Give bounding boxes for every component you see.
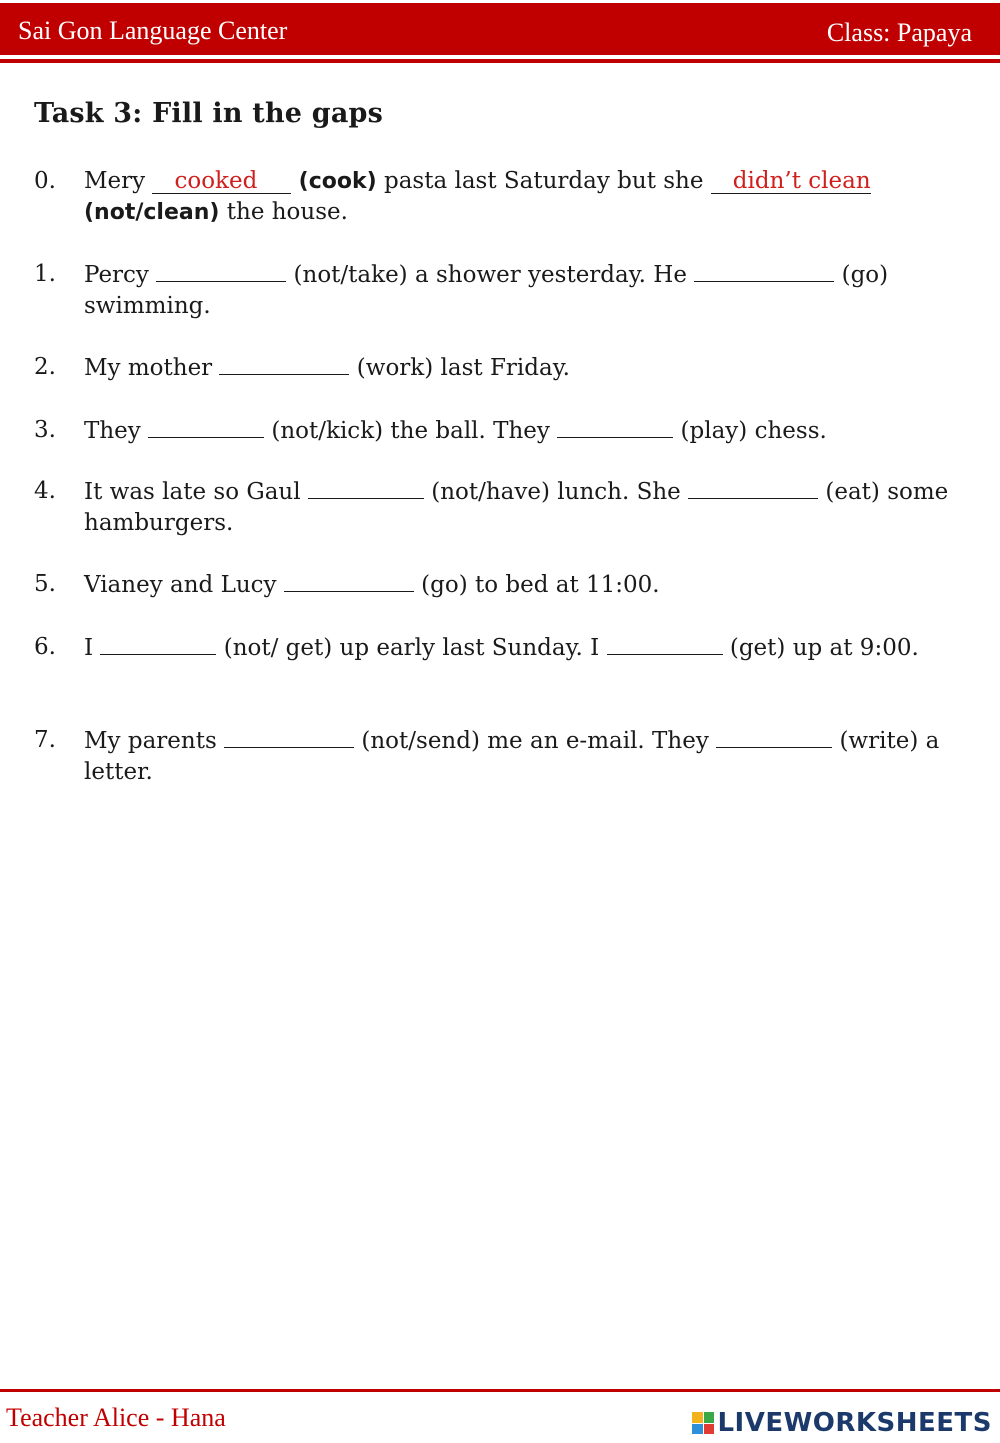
item-number: 7. bbox=[34, 727, 56, 753]
text-part: (not/take) a shower yesterday. He bbox=[286, 262, 695, 288]
item-number: 2. bbox=[34, 354, 56, 380]
answer-field-2[interactable]: didn’t clean bbox=[711, 169, 871, 194]
liveworksheets-icon bbox=[692, 1412, 714, 1434]
text-part: Percy bbox=[84, 262, 157, 288]
gap-input[interactable] bbox=[716, 725, 832, 748]
item-number: 5. bbox=[34, 571, 56, 597]
gap-input[interactable] bbox=[694, 259, 834, 282]
gap-input[interactable] bbox=[688, 476, 818, 499]
liveworksheets-logo bbox=[692, 1407, 992, 1439]
teacher-name: Teacher Alice - Hana bbox=[6, 1403, 226, 1432]
task-title: Task 3: Fill in the gaps bbox=[34, 98, 384, 129]
gap-input[interactable] bbox=[308, 476, 424, 499]
school-name: Sai Gon Language Center bbox=[18, 16, 288, 45]
text-part: Mery bbox=[84, 168, 153, 194]
gap-input[interactable] bbox=[284, 569, 414, 592]
text-part: (not/have) lunch. She bbox=[423, 479, 689, 505]
text-part: (get) up at 9:00. bbox=[722, 635, 919, 661]
text-part: (go) to bed at 11:00. bbox=[413, 572, 660, 598]
text-part: (eat) some hamburgers. bbox=[84, 479, 949, 536]
gap-input[interactable] bbox=[156, 259, 286, 282]
text-part: (play) chess. bbox=[673, 418, 827, 444]
item-text bbox=[84, 569, 974, 601]
text-part: pasta last Saturday but she bbox=[376, 168, 711, 194]
gap-input[interactable] bbox=[607, 632, 723, 655]
header-bar bbox=[0, 3, 1000, 55]
item-text bbox=[84, 415, 974, 447]
item-text bbox=[84, 259, 974, 322]
answer-field-1[interactable]: cooked bbox=[152, 169, 291, 194]
text-part: (not/ get) up early last Sunday. I bbox=[216, 635, 607, 661]
gap-input[interactable] bbox=[224, 725, 354, 748]
text-part: (work) last Friday. bbox=[349, 355, 570, 381]
text-part: It was late so Gaul bbox=[84, 479, 308, 505]
gap-input[interactable] bbox=[557, 415, 673, 438]
text-part: (not/send) me an e-mail. They bbox=[354, 728, 717, 754]
item-number: 1. bbox=[34, 261, 56, 287]
text-part: Vianey and Lucy bbox=[84, 572, 284, 598]
item-text bbox=[84, 352, 974, 384]
item-text bbox=[84, 632, 974, 664]
text-part: I bbox=[84, 635, 101, 661]
text-part: They bbox=[84, 418, 149, 444]
item-number: 0. bbox=[34, 168, 56, 194]
item-text bbox=[84, 725, 974, 788]
item-number: 3. bbox=[34, 417, 56, 443]
class-label: Class: Papaya bbox=[826, 18, 972, 47]
text-part: (write) a letter. bbox=[84, 728, 940, 785]
gap-input[interactable] bbox=[100, 632, 216, 655]
text-part: (not/kick) the ball. They bbox=[264, 418, 558, 444]
brand-wordmark: LIVEWORKSHEETS bbox=[717, 1408, 992, 1438]
text-part: My parents bbox=[84, 728, 225, 754]
item-number: 4. bbox=[34, 478, 56, 504]
gap-input[interactable] bbox=[219, 352, 349, 375]
item-text bbox=[84, 476, 974, 539]
text-part: My mother bbox=[84, 355, 220, 381]
item-text bbox=[84, 166, 974, 228]
verb-cue: (cook) bbox=[298, 169, 377, 194]
verb-cue: (not/clean) bbox=[84, 200, 220, 225]
gap-input[interactable] bbox=[148, 415, 264, 438]
text-part: the house. bbox=[219, 199, 348, 225]
text-part: (go) swimming. bbox=[84, 262, 889, 319]
item-number: 6. bbox=[34, 634, 56, 660]
footer-divider bbox=[0, 1389, 1000, 1392]
header-divider bbox=[0, 59, 1000, 63]
